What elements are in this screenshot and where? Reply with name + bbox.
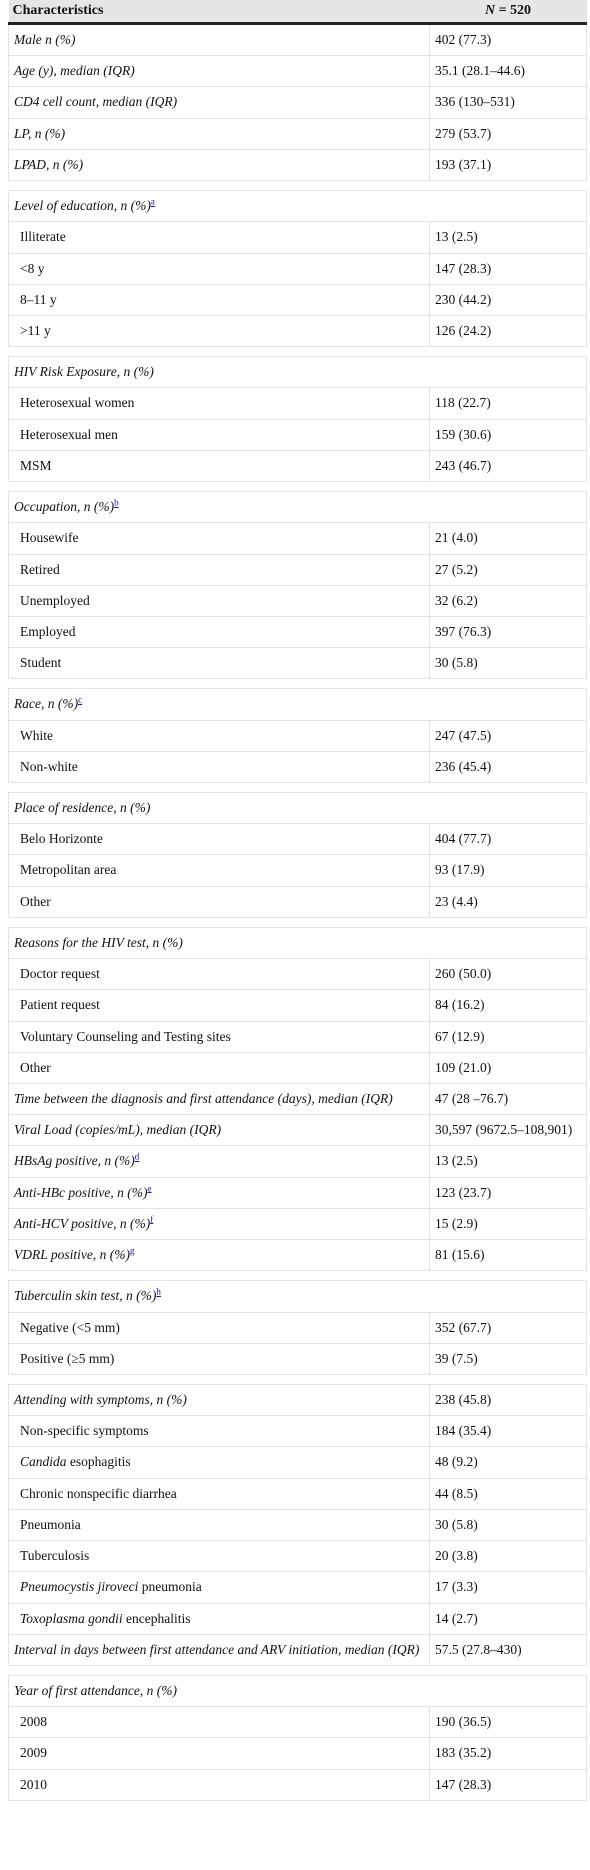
row-label: Belo Horizonte [9,824,430,855]
row-label: Attending with symptoms, n (%) [9,1384,430,1415]
row-value: 147 (28.3) [430,1769,587,1800]
table-row [9,419,587,450]
row-label: Non-white [9,751,430,782]
table-row [9,284,587,315]
table-row [9,585,587,616]
row-label [9,1572,430,1603]
spacer-row [9,917,587,927]
header-n-label: N [484,3,496,18]
row-label: Patient request [9,990,430,1021]
row-value: 47 (28 –76.7) [430,1084,587,1115]
footnote-link[interactable]: f [150,1214,154,1225]
table-row [9,616,587,647]
row-value: 93 (17.9) [430,855,587,886]
table-row [9,1572,587,1603]
table-row [9,1115,587,1146]
table-row [9,450,587,481]
table-row [9,118,587,149]
row-label: Time between the diagnosis and first attendance (days), median (IQR) [9,1084,430,1115]
section-row [9,357,587,388]
row-value: 279 (53.7) [430,118,587,149]
section-row [9,793,587,824]
footnote-link[interactable]: c [78,694,83,705]
row-value: 193 (37.1) [430,149,587,180]
row-label-italic: Pneumocystis jiroveci [20,1579,139,1595]
row-label [9,1146,430,1177]
row-value: 190 (36.5) [430,1707,587,1738]
section-label [9,1281,587,1312]
row-label: CD4 cell count, median (IQR) [9,87,430,118]
row-label: Age (y), median (IQR) [9,56,430,87]
table-row [9,1084,587,1115]
spacer-row [9,679,587,689]
table-row [9,1541,587,1572]
table-row [9,959,587,990]
table-row [9,1208,587,1239]
row-value: 404 (77.7) [430,824,587,855]
table-row [9,1343,587,1374]
row-value: 247 (47.5) [430,720,587,751]
table-row [9,554,587,585]
row-label: Heterosexual women [9,388,430,419]
row-value: 30 (5.8) [430,1509,587,1540]
table-row [9,1478,587,1509]
section-row [9,1281,587,1312]
row-value: 27 (5.2) [430,554,587,585]
header-n-value: = 520 [495,3,532,18]
footnote-link[interactable]: e [147,1183,152,1194]
row-value: 17 (3.3) [430,1572,587,1603]
section-label-text: Level of education, n (%) [14,198,151,214]
row-label-text: pneumonia [138,1579,202,1595]
row-value: 44 (8.5) [430,1478,587,1509]
row-value: 14 (2.7) [430,1603,587,1634]
table-row [9,388,587,419]
table-row [9,1021,587,1052]
table-row [9,1769,587,1800]
row-label: Pneumonia [9,1509,430,1540]
row-value: 30,597 (9672.5–108,901) [430,1115,587,1146]
row-value: 21 (4.0) [430,523,587,554]
row-value: 20 (3.8) [430,1541,587,1572]
section-label: Year of first attendance, n (%) [9,1675,587,1706]
spacer-row [9,181,587,191]
row-label-text: Anti-HCV positive, n (%) [14,1215,151,1231]
section-row [9,927,587,958]
row-value: 23 (4.4) [430,886,587,917]
table-row [9,1416,587,1447]
table-row [9,886,587,917]
spacer-row [9,1665,587,1675]
row-label-text: VDRL positive, n (%) [14,1247,130,1263]
row-value: 159 (30.6) [430,419,587,450]
row-value: 32 (6.2) [430,585,587,616]
spacer-row [9,347,587,357]
table-row [9,315,587,346]
row-label: 2008 [9,1707,430,1738]
section-label [9,689,587,720]
table-row [9,24,587,56]
section-label-text: Occupation, n (%) [14,499,115,515]
table-row [9,1509,587,1540]
row-label-text: HBsAg positive, n (%) [14,1153,135,1169]
section-label [9,492,587,523]
row-label [9,1240,430,1271]
table-row [9,1146,587,1177]
row-label: 2010 [9,1769,430,1800]
row-label-italic: Candida [20,1454,67,1470]
row-value: 123 (23.7) [430,1177,587,1208]
footnote-link[interactable]: b [114,497,119,508]
table-row [9,1177,587,1208]
row-value: 84 (16.2) [430,990,587,1021]
row-value: 147 (28.3) [430,253,587,284]
spacer-row [9,783,587,793]
table-row [9,1240,587,1271]
row-value: 13 (2.5) [430,222,587,253]
row-label: Heterosexual men [9,419,430,450]
row-label: Tuberculosis [9,1541,430,1572]
spacer-row [9,482,587,492]
characteristics-table [8,0,587,1801]
row-label: Negative (<5 mm) [9,1312,430,1343]
row-value: 30 (5.8) [430,648,587,679]
row-value: 230 (44.2) [430,284,587,315]
row-value: 39 (7.5) [430,1343,587,1374]
row-label [9,1208,430,1239]
row-value: 238 (45.8) [430,1384,587,1415]
section-row [9,191,587,222]
row-label: MSM [9,450,430,481]
row-label-italic: Toxoplasma gondii [20,1610,123,1626]
row-value: 13 (2.5) [430,1146,587,1177]
row-label: Voluntary Counseling and Testing sites [9,1021,430,1052]
row-label-text: Anti-HBc positive, n (%) [14,1184,148,1200]
row-label: 2009 [9,1738,430,1769]
row-label: Employed [9,616,430,647]
table-row [9,1052,587,1083]
row-label [9,1603,430,1634]
row-value: 402 (77.3) [430,24,587,56]
row-label: Chronic nonspecific diarrhea [9,1478,430,1509]
row-value: 57.5 (27.8–430) [430,1634,587,1665]
row-value: 67 (12.9) [430,1021,587,1052]
row-label: LPAD, n (%) [9,149,430,180]
row-label: Other [9,1052,430,1083]
row-label: Student [9,648,430,679]
row-label [9,1177,430,1208]
table-row [9,824,587,855]
row-label: Positive (≥5 mm) [9,1343,430,1374]
table-row [9,149,587,180]
section-row [9,1675,587,1706]
row-label: Interval in days between first attendance and ARV initiation, median (IQR) [9,1634,430,1665]
table-row [9,855,587,886]
row-label: Male n (%) [9,24,430,56]
spacer-row [9,1271,587,1281]
section-label-text: Race, n (%) [14,696,79,712]
row-label: Illiterate [9,222,430,253]
table-row [9,990,587,1021]
section-label: Place of residence, n (%) [9,793,587,824]
table-row [9,222,587,253]
row-value: 35.1 (28.1–44.6) [430,56,587,87]
section-row [9,689,587,720]
footnote-link[interactable]: a [150,196,155,207]
row-value: 109 (21.0) [430,1052,587,1083]
row-value: 336 (130–531) [430,87,587,118]
table-row [9,720,587,751]
row-label: Viral Load (copies/mL), median (IQR) [9,1115,430,1146]
table-row [9,523,587,554]
spacer-row [9,1374,587,1384]
table-row [9,253,587,284]
footnote-link[interactable]: d [134,1151,140,1162]
row-label: Retired [9,554,430,585]
row-label: Non-specific symptoms [9,1416,430,1447]
row-label: >11 y [9,315,430,346]
header-characteristics: Characteristics [9,0,430,24]
row-label: LP, n (%) [9,118,430,149]
row-label: White [9,720,430,751]
row-value: 236 (45.4) [430,751,587,782]
row-label-text: esophagitis [66,1454,131,1470]
row-value: 183 (35.2) [430,1738,587,1769]
row-value: 352 (67.7) [430,1312,587,1343]
row-label: Doctor request [9,959,430,990]
row-value: 15 (2.9) [430,1208,587,1239]
section-label [9,191,587,222]
row-value: 118 (22.7) [430,388,587,419]
row-value: 184 (35.4) [430,1416,587,1447]
header-n-total [430,0,587,24]
table-row [9,56,587,87]
table-row [9,1634,587,1665]
row-value: 397 (76.3) [430,616,587,647]
row-label: Other [9,886,430,917]
section-label: Reasons for the HIV test, n (%) [9,927,587,958]
row-value: 126 (24.2) [430,315,587,346]
table-header-row [9,0,587,24]
row-label [9,1447,430,1478]
table-row [9,648,587,679]
section-label: HIV Risk Exposure, n (%) [9,357,587,388]
table-row [9,1447,587,1478]
footnote-link[interactable]: h [156,1286,161,1297]
table-row [9,1738,587,1769]
table-row [9,1312,587,1343]
table-row [9,1603,587,1634]
table-row [9,1707,587,1738]
row-value: 243 (46.7) [430,450,587,481]
section-row [9,492,587,523]
section-label-text: Tuberculin skin test, n (%) [14,1288,157,1304]
table-row [9,87,587,118]
row-label-text: encephalitis [122,1610,191,1626]
row-label: <8 y [9,253,430,284]
row-label: 8–11 y [9,284,430,315]
row-label: Metropolitan area [9,855,430,886]
row-label: Housewife [9,523,430,554]
row-label: Unemployed [9,585,430,616]
table-row [9,751,587,782]
row-value: 48 (9.2) [430,1447,587,1478]
table-row [9,1384,587,1415]
footnote-link[interactable]: g [129,1245,135,1256]
row-value: 260 (50.0) [430,959,587,990]
row-value: 81 (15.6) [430,1240,587,1271]
